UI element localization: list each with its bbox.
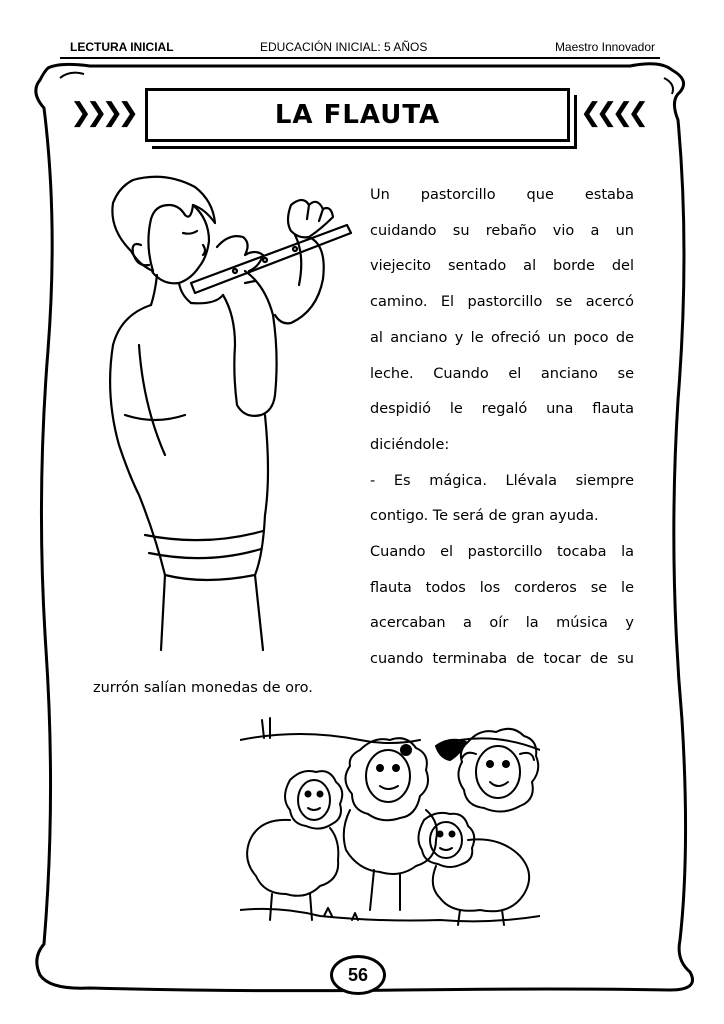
page-header: [70, 40, 655, 58]
title-banner: [145, 88, 570, 142]
page-number: 56: [347, 964, 369, 985]
chevron-left-icon: ❮❮❮❮: [580, 98, 644, 128]
story-line: flauta todos los corderos se le: [370, 579, 634, 596]
story-line: cuidando su rebaño vio a un: [370, 222, 634, 239]
story-line: Cuando el pastorcillo tocaba la: [370, 544, 634, 561]
header-left-label: LECTURA INICIAL: [70, 40, 174, 54]
header-rule: [60, 57, 660, 59]
story-line: cuando terminaba de tocar de su: [370, 651, 634, 668]
page-title: LA FLAUTA: [274, 100, 441, 130]
story-line: leche. Cuando el anciano se: [370, 365, 634, 382]
story-line: despidió le regaló una flauta: [370, 401, 634, 418]
story-line: camino. El pastorcillo se acercó: [370, 294, 634, 311]
boy-playing-flute-illustration: [95, 175, 360, 655]
header-right-label: Maestro Innovador: [554, 40, 655, 54]
story-line: Un pastorcillo que estaba: [370, 187, 634, 203]
story-line: diciéndole:: [370, 436, 450, 453]
story-paragraph: [370, 178, 634, 678]
story-line: - Es mágica. Llévala siempre: [370, 472, 634, 489]
page-number-badge: [330, 955, 386, 995]
story-line: al anciano y le ofreció un poco de: [370, 329, 634, 346]
chevron-right-icon: ❯❯❯❯: [70, 98, 134, 128]
sheep-flock-illustration: [240, 710, 540, 935]
header-center-label: EDUCACIÓN INICIAL: 5 AÑOS: [260, 40, 428, 54]
story-line: contigo. Te será de gran ayuda.: [370, 508, 599, 525]
story-tail-line: zurrón salían monedas de oro.: [93, 680, 313, 696]
story-line: acercaban a oír la música y: [370, 615, 634, 632]
story-line: viejecito sentado al borde del: [370, 258, 634, 275]
